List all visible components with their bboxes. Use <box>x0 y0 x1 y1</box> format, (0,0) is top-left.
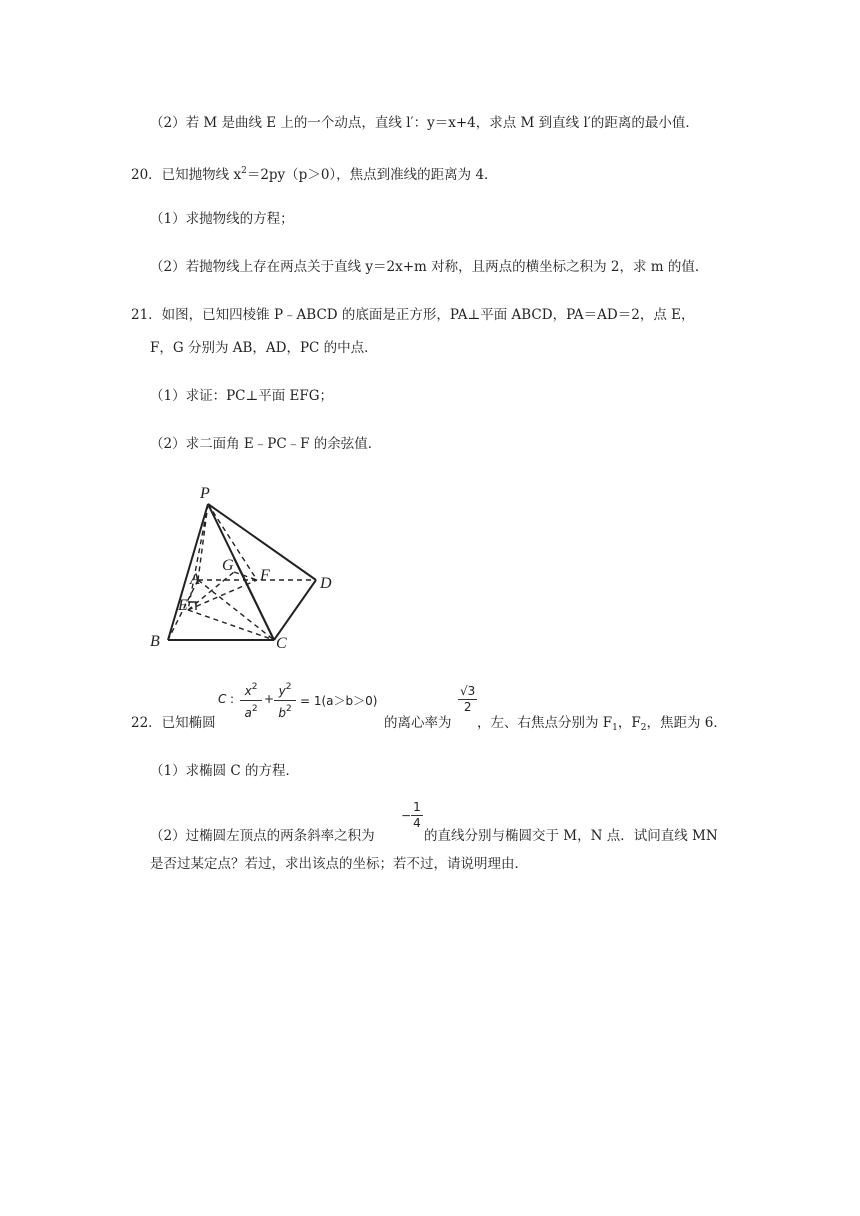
q22-part2-suffix: 的直线分别与椭圆交于 M，N 点．试问直线 MN <box>424 828 718 844</box>
q22-part2-prefix: （2）过椭圆左顶点的两条斜率之积为 <box>150 828 375 844</box>
eccentricity-fraction: $\frac{√3}{2}$ <box>460 684 476 714</box>
q22-part1: （1）求椭圆 C 的方程． <box>150 763 300 779</box>
q20-part1: （1）求抛物线的方程； <box>150 211 294 227</box>
label-P: P <box>200 485 210 502</box>
label-E: E <box>178 597 188 614</box>
q19-part2: （2）若 M 是曲线 E 上的一个动点，直线 l′：y＝x+4，求点 M 到直线 l′的距离的最小值． <box>150 115 699 131</box>
q21-stem-line2: F，G 分别为 AB，AD，PC 的中点． <box>150 340 378 356</box>
q20-stem: 20．已知抛物线 $x^2=2py(p>0)$，焦点到准线的距离为 4． <box>131 166 498 183</box>
q21-part1: （1）求证：PC⊥平面 EFG； <box>150 388 333 404</box>
q21-part2: （2）求二面角 E﹣PC﹣F 的余弦值． <box>150 436 382 452</box>
label-C: C <box>276 635 287 650</box>
q22-stem-prefix: 22．已知椭圆 <box>131 715 216 731</box>
pyramid-figure <box>150 478 340 650</box>
label-A: A <box>190 571 200 588</box>
slope-product-fraction: − $\frac{1}{4}$ <box>401 800 421 830</box>
label-B: B <box>150 633 160 650</box>
label-D: D <box>320 575 332 592</box>
q20-part2: （2）若抛物线上存在两点关于直线 y＝2x+m 对称，且两点的横坐标之积为 2，求 m 的值． <box>150 259 709 275</box>
q22-stem-rest: ，左、右焦点分别为 $F_1$，$F_2$，焦距为 6． <box>477 715 727 733</box>
q22-part2-line2: 是否过某定点？若过，求出该点的坐标；若不过，请说明理由． <box>150 856 528 872</box>
ellipse-equation: C : $x^2$ $a^2$ + $y^2$ $b^2$ = 1(a＞b＞0) <box>218 676 388 724</box>
q22-stem-mid: 的离心率为 <box>384 715 452 731</box>
q21-stem-line1: 21．如图，已知四棱锥 P﹣ABCD 的底面是正方形，PA⊥平面 ABCD，PA＝AD＝2，点 E， <box>131 307 695 323</box>
label-G: G <box>222 557 234 574</box>
label-F: F <box>260 567 270 584</box>
